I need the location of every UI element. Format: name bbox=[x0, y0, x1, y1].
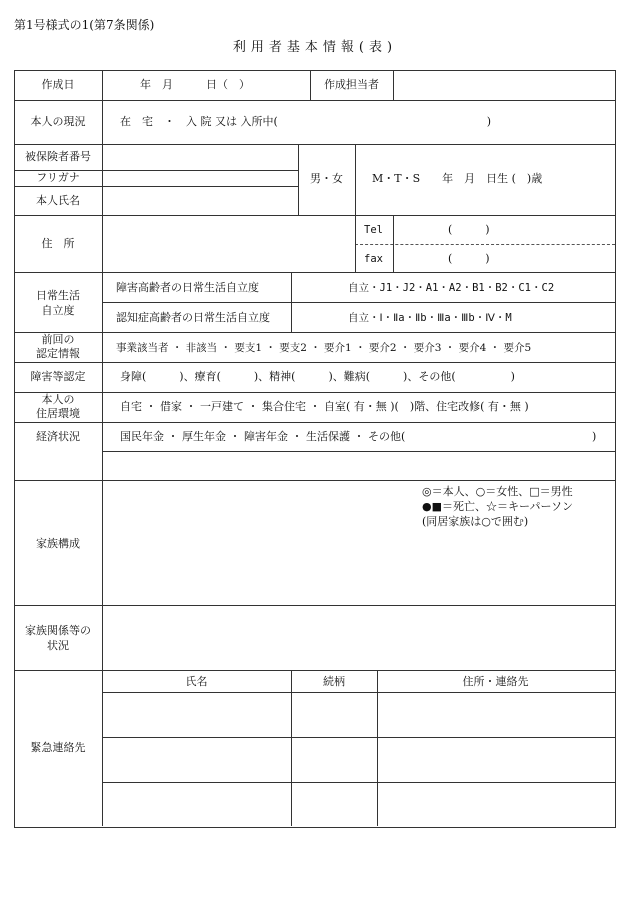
emergency-contact-label: 緊急連絡先 bbox=[30, 741, 86, 754]
gender-options[interactable]: 男・女 bbox=[310, 172, 343, 185]
independence-label: 日常生活 bbox=[36, 289, 80, 302]
emergency-col-contact: 住所・連絡先 bbox=[462, 675, 529, 688]
created-date-field[interactable]: 年 月 日（ ） bbox=[140, 78, 250, 91]
economy-options[interactable]: 国民年金 ・ 厚生年金 ・ 障害年金 ・ 生活保護 ・ その他( bbox=[120, 430, 406, 443]
independence-label-2: 自立度 bbox=[41, 304, 75, 317]
previous-cert-options[interactable]: 事業該当者 ・ 非該当 ・ 要支1 ・ 要支2 ・ 要介1 ・ 要介2 ・ 要介3 ・ 要介4 ・ 要介5 bbox=[116, 342, 532, 354]
disability-label: 障害等認定 bbox=[30, 370, 86, 383]
housing-label-2: 住居環境 bbox=[36, 407, 80, 420]
housing-label: 本人の bbox=[41, 393, 75, 406]
tel-label: Tel bbox=[364, 224, 383, 236]
insured-number-label: 被保険者番号 bbox=[25, 150, 91, 163]
previous-cert-label: 前回の bbox=[41, 333, 75, 346]
elderly-independence-options[interactable]: 自立・J1・J2・A1・A2・B1・B2・C1・C2 bbox=[348, 282, 555, 294]
family-diagram-area[interactable] bbox=[106, 486, 406, 598]
birth-date-field[interactable]: M・T・S 年 月 日生 ( )歳 bbox=[372, 172, 543, 185]
fax-field[interactable]: ( ) bbox=[448, 252, 490, 265]
person-in-charge-label: 作成担当者 bbox=[324, 78, 379, 91]
created-date-label: 作成日 bbox=[41, 78, 75, 91]
family-legend-line2: ●■＝死亡、☆＝キーパーソン bbox=[422, 500, 574, 513]
family-legend-line3: (同居家族は○で囲む) bbox=[422, 515, 529, 528]
economy-close-paren: ) bbox=[592, 430, 597, 443]
family-relations-label-2: 状況 bbox=[47, 639, 69, 652]
previous-cert-label-2: 認定情報 bbox=[36, 347, 80, 360]
dementia-independence-label: 認知症高齢者の日常生活自立度 bbox=[116, 311, 270, 324]
housing-options[interactable]: 自宅 ・ 借家 ・ 一戸建て ・ 集合住宅 ・ 自室( 有・無 )( )階、住宅改修( 有・無 ) bbox=[120, 400, 529, 413]
form-number: 第1号様式の1(第7条関係) bbox=[14, 18, 155, 32]
elderly-independence-label: 障害高齢者の日常生活自立度 bbox=[116, 281, 259, 294]
family-legend-line1: ◎＝本人、○＝女性、□＝男性 bbox=[422, 485, 573, 498]
family-composition-label: 家族構成 bbox=[36, 537, 80, 550]
tel-field[interactable]: ( ) bbox=[448, 223, 490, 236]
emergency-col-relation: 続柄 bbox=[323, 675, 345, 688]
current-status-label: 本人の現況 bbox=[30, 115, 86, 128]
family-relations-label: 家族関係等の bbox=[25, 624, 91, 637]
economy-label: 経済状況 bbox=[36, 430, 80, 443]
family-relations-field[interactable] bbox=[106, 612, 611, 664]
document-title: 利用者基本情報(表) bbox=[232, 40, 398, 55]
furigana-label: フリガナ bbox=[36, 171, 80, 184]
address-label: 住 所 bbox=[41, 237, 75, 250]
name-label: 本人氏名 bbox=[36, 194, 80, 207]
current-status-options[interactable]: 在 宅 ・ 入 院 又は 入所中( ) bbox=[120, 115, 492, 128]
disability-options[interactable]: 身障( )、療育( )、精神( )、難病( )、その他( ) bbox=[120, 370, 515, 383]
emergency-col-name: 氏名 bbox=[185, 675, 208, 688]
dementia-independence-options[interactable]: 自立・Ⅰ・Ⅱa・Ⅱb・Ⅲa・Ⅲb・Ⅳ・M bbox=[348, 312, 512, 324]
fax-label: fax bbox=[364, 253, 383, 265]
